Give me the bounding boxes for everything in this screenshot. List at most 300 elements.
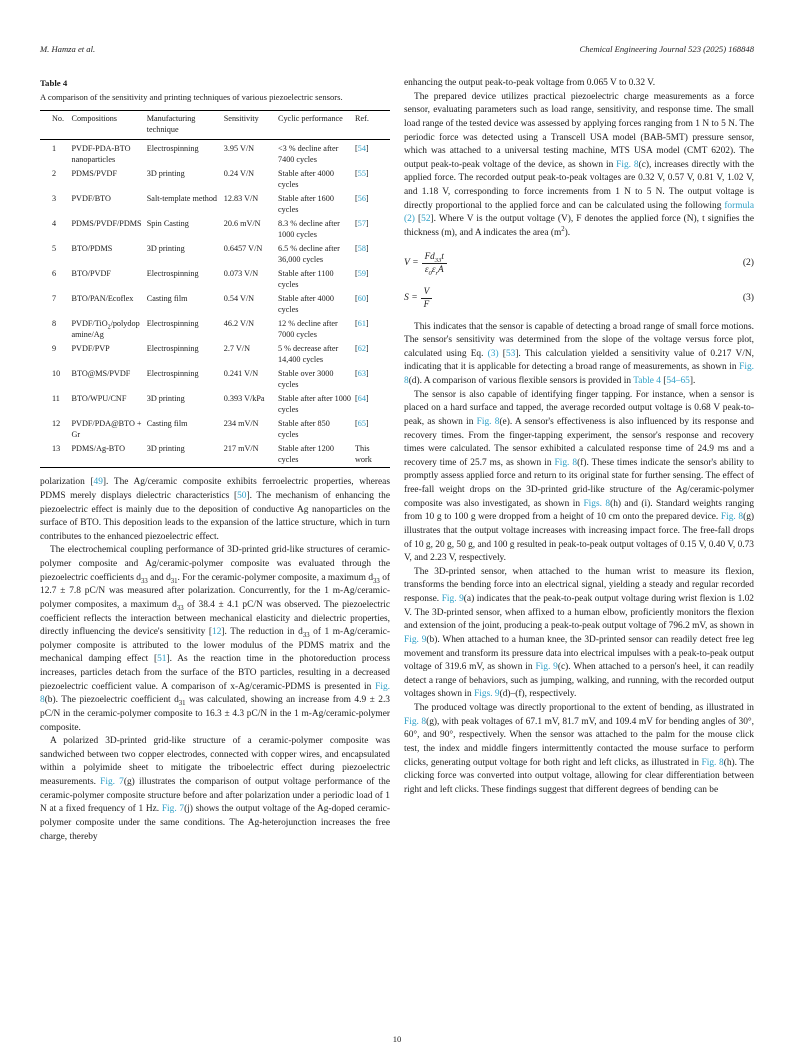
- table-cell-no: [40, 292, 72, 317]
- fraction: [421, 286, 433, 311]
- fig-link[interactable]: Figs. 8: [583, 498, 611, 509]
- text-run: [: [355, 419, 358, 429]
- text-run: Electrospinning: [146, 144, 199, 154]
- cite-link[interactable]: 54: [357, 144, 366, 154]
- text-run: (d)–(f), respectively.: [499, 689, 577, 700]
- text-run: 12: [52, 419, 61, 429]
- text-run: (g), with peak voltages of 67.1 mV, 81.7 mV, and 109.4 mV for bending angles of 30°, 60°, and 90°, respectively. When the sensor was attached to the palm for the mouse click test, the index and middle fingers intermittently contacted the mouse surface to perform clicks, generating output voltage for both right and left clicks, as illustrated in: [404, 716, 754, 768]
- table-cell-no: [40, 342, 72, 367]
- fraction-numerator: [421, 286, 433, 299]
- column-header: Compositions: [72, 111, 147, 140]
- cite-link[interactable]: 52: [421, 214, 431, 225]
- text-run: 3D printing: [146, 444, 185, 454]
- column-header: Sensitivity: [224, 111, 278, 140]
- text-run: 0.6457 V/N: [223, 244, 263, 254]
- fraction-denominator: [424, 299, 430, 311]
- table-cell-cyc: [278, 442, 355, 468]
- subscript: 33: [176, 604, 184, 612]
- table-cell-cyc: [278, 417, 355, 442]
- text-run: ]: [365, 269, 369, 279]
- text-run: 0.54 V/N: [223, 294, 255, 304]
- table-cell-no: [40, 392, 72, 417]
- table-cell-ref: [355, 167, 390, 192]
- table-cell-no: [40, 192, 72, 217]
- text-run: Stable after 1100 cycles: [278, 269, 334, 289]
- text-run: Stable after 1200 cycles: [278, 444, 334, 464]
- text-run: [: [355, 344, 358, 354]
- text-run: (e). A sensor's effectiveness is also influenced by its response and recovery times. From the finger-tapping experiment, the sensor's response and recovery times were calculated. The sensor exhibited a calculated response time of 24.9 ms and a recovery time of 25.7 ms, as shown in: [404, 416, 754, 468]
- text-run: 0.393 V/kPa: [223, 394, 265, 404]
- text-run: F: [423, 299, 430, 309]
- table-cell-sens: [224, 140, 278, 168]
- text-run: BTO/WPU/CNF: [71, 394, 127, 404]
- text-run: t: [441, 250, 444, 261]
- text-run: BTO/PAN/Ecoflex: [71, 294, 134, 304]
- table-row: [40, 392, 390, 417]
- table-cell-ref: [355, 217, 390, 242]
- text-run: Stable after 850 cycles: [278, 419, 330, 439]
- table-cell-comp: [72, 342, 147, 367]
- text-run: [: [355, 169, 358, 179]
- fig-link[interactable]: Fig. 9: [404, 634, 427, 645]
- table-row: [40, 140, 390, 168]
- text-run: ]. The Ag/ceramic composite exhibits ferroelectric properties, whereas PDMS merely displays dielectric characteristics [: [40, 477, 390, 501]
- equation-lhs: [404, 291, 418, 305]
- table-cell-tech: [147, 342, 224, 367]
- text-run: (c), increases directly with the applied force. The recorded output peak-to-peak voltages are 0.32 V, 0.57 V, 0.81 V, 1.02 V, and 1.18 V, corresponding to force increments from 1 N to 5 N. The output voltage is directly proportional to the applied force and can be calculated using the following: [404, 159, 755, 211]
- text-run: (j) shows the output voltage of the Ag-doped ceramic-polymer composite under the same conditions. The Ag-heterojunction increases the free charge, thereby: [40, 804, 390, 842]
- text-run: 3D printing: [146, 394, 185, 404]
- text-run: 3: [52, 194, 57, 204]
- cite-link[interactable]: 65: [357, 419, 366, 429]
- table-cell-ref: [355, 317, 390, 342]
- table-cell-tech: [147, 292, 224, 317]
- table-header-row: [40, 111, 390, 140]
- subscript: 33: [302, 632, 310, 640]
- table-label: Table 4: [40, 78, 68, 88]
- table-cell-tech: [147, 192, 224, 217]
- table-cell-tech: [147, 367, 224, 392]
- text-run: ]. Where V is the output voltage (V), F denotes the applied force (N), t signifies the thickness (m), and A indicates the area (m: [404, 214, 755, 238]
- fig-link[interactable]: Fig. 8: [616, 159, 639, 170]
- text-run: 46.2 V/N: [223, 319, 255, 329]
- cite-link[interactable]: 63: [357, 369, 366, 379]
- text-run: 20.6 mV/N: [223, 219, 261, 229]
- text-run: Stable after 4000 cycles: [278, 169, 334, 189]
- paragraph: [40, 735, 390, 844]
- fig-link[interactable]: Fig. 9: [441, 594, 464, 604]
- table-cell-sens: [224, 367, 278, 392]
- text-run: 0.241 V/N: [223, 369, 259, 379]
- text-run: ]: [365, 194, 369, 204]
- table-cell-tech: [147, 417, 224, 442]
- fig-link[interactable]: Fig. 8: [554, 457, 578, 468]
- text-run: /polydopamine/Ag: [71, 319, 140, 339]
- text-run: PVDF/PDA@BTO + Gr: [71, 419, 142, 439]
- text-run: ]: [365, 319, 369, 329]
- table-cell-tech: [147, 140, 224, 168]
- table-cell-tech: [147, 442, 224, 468]
- text-run: <3 % decline after 7400 cycles: [278, 144, 339, 164]
- text-run: ]: [365, 244, 369, 254]
- paragraph: [404, 77, 754, 91]
- paragraph: [40, 544, 390, 735]
- table-cell-no: [40, 442, 72, 468]
- paragraph: [404, 321, 754, 389]
- text-run: [: [355, 219, 358, 229]
- text-run: ]: [365, 169, 369, 179]
- text-run: ].: [689, 376, 696, 386]
- text-run: 13: [52, 444, 61, 454]
- text-run: (g) illustrates the comparison of output voltage performance of the ceramic-polymer composite structure before and after polarization under a periodic load of 1 N at a fixed frequency of 1 Hz.: [40, 777, 390, 815]
- cite-link[interactable]: 57: [357, 219, 366, 229]
- text-run: 234 mV/N: [223, 419, 259, 429]
- text-run: ε: [424, 264, 429, 274]
- text-run: 217 mV/N: [223, 444, 259, 454]
- cite-link[interactable]: 59: [357, 269, 366, 279]
- text-run: 2: [52, 169, 57, 179]
- table-cell-ref: [355, 267, 390, 292]
- column-header: Manufacturing technique: [147, 111, 224, 140]
- paragraph: [404, 702, 754, 797]
- text-run: ]: [365, 344, 369, 354]
- table-row: [40, 442, 390, 468]
- fig-link[interactable]: Fig. 8: [476, 416, 500, 427]
- text-run: 8: [52, 319, 57, 329]
- table-cell-comp: [72, 140, 147, 168]
- table-row: [40, 217, 390, 242]
- table-row: [40, 317, 390, 342]
- text-run: ε: [431, 264, 436, 274]
- equation-lhs: [404, 256, 419, 270]
- fig-link[interactable]: Fig. 7: [100, 777, 124, 788]
- text-run: The sensor is also capable of identifying finger tapping. For instance, when a sensor is placed on a hard surface and tapped, the average recorded output voltage is 0.68 V peak-to-peak, as shown in: [404, 389, 754, 427]
- cite-link[interactable]: 51: [157, 654, 167, 665]
- table-cell-sens: [224, 192, 278, 217]
- table-cell-comp: [72, 442, 147, 468]
- table-cell-ref: [355, 342, 390, 367]
- fig-link[interactable]: Fig. 9: [535, 662, 558, 673]
- text-run: (f). These times indicate the sensor's ability to promptly assess applied force and return to its original state for further sensing. The effect of free-fall weight drops on the 3D-printed grid-like structure of the Ag/ceramic-polymer composite was also investigated, as shown in: [404, 457, 754, 509]
- fig-link[interactable]: Fig. 8: [404, 362, 754, 386]
- fig-link[interactable]: Fig. 8: [720, 512, 744, 523]
- table-cell-no: [40, 242, 72, 267]
- subscript: 31: [178, 700, 186, 708]
- text-run: 7: [52, 294, 57, 304]
- table-cell-comp: [72, 192, 147, 217]
- text-run: ]: [365, 294, 369, 304]
- table-link[interactable]: Table 4: [633, 376, 661, 386]
- text-run: PDMS/PVDF/PDMS: [71, 219, 142, 229]
- table-cell-sens: [224, 417, 278, 442]
- text-run: PVDF/BTO: [71, 194, 111, 204]
- table-cell-no: [40, 317, 72, 342]
- table-row: [40, 192, 390, 217]
- text-run: ]: [365, 144, 369, 154]
- text-run: ]. As the reaction time in the photoreduction process increases, particles detach from the surface of the BTO particles, resulting in a decreased piezoelectric coefficient value. A comparison of x-Ag/ceramic-PDMS is presented in: [40, 654, 390, 692]
- table-cell-sens: [224, 442, 278, 468]
- text-run: [: [355, 269, 358, 279]
- text-run: ]: [365, 219, 369, 229]
- text-run: enhancing the output peak-to-peak voltage from 0.065 V to 0.32 V.: [404, 78, 656, 88]
- fraction-numerator: [422, 251, 447, 264]
- text-run: (b). The piezoelectric coefficient d: [44, 695, 179, 706]
- table-cell-comp: [72, 217, 147, 242]
- text-run: 3D printing: [146, 169, 185, 179]
- equation: [404, 251, 754, 276]
- text-run: Electrospinning: [146, 344, 199, 354]
- text-run: [: [355, 194, 358, 204]
- text-run: Electrospinning: [146, 269, 199, 279]
- text-run: 3.95 V/N: [223, 144, 255, 154]
- cite-link[interactable]: 61: [357, 319, 366, 329]
- paragraph: [404, 91, 754, 241]
- subscript: r: [435, 269, 439, 277]
- table-cell-comp: [72, 167, 147, 192]
- table-cell-no: [40, 417, 72, 442]
- subscript: 2: [107, 324, 111, 331]
- subscript: 33: [434, 256, 442, 264]
- text-run: (b). When attached to a human knee, the 3D-printed sensor can readily detect free leg movement and transform its pressure data into electrical impulses with a peak-to-peak output voltage of 319.6 mV, as shown in: [404, 634, 754, 673]
- table-cell-cyc: [278, 392, 355, 417]
- text-run: Electrospinning: [146, 369, 199, 379]
- text-run: Fd: [424, 250, 435, 261]
- text-run: 5 % decrease after 14,400 cycles: [278, 344, 339, 364]
- text-run: A polarized 3D-printed grid-like structure of a ceramic-polymer composite was sandwiched between two copper electrodes, connected with copper wires, and encapsulated within a polyimide sheet to mitigate the triboelectric effect during piezoelectric measurements.: [40, 736, 390, 788]
- cite-link[interactable]: 62: [357, 344, 366, 354]
- comparison-table: [40, 110, 390, 468]
- text-run: of 38.4 ± 4.1 pC/N was observed. The piezoelectric coefficient reflects the interaction between mechanical elasticity and dielectric properties, directly influencing the device's sensitivity [: [40, 599, 390, 638]
- text-run: Stable after 1600 cycles: [278, 194, 334, 214]
- text-run: ]. This calculation yielded a sensitivity value of 0.217 V/N, indicating that it is applicable for detecting a broad range of measurements, as shown in: [404, 348, 754, 373]
- text-run: ]: [365, 419, 369, 429]
- table-cell-sens: [224, 392, 278, 417]
- fig-link[interactable]: Fig. 7: [161, 804, 185, 815]
- table-row: [40, 417, 390, 442]
- cite-link[interactable]: 55: [357, 169, 366, 179]
- table-caption: A comparison of the sensitivity and printing techniques of various piezoelectric sensors.: [40, 91, 343, 102]
- text-run: (h) and (i). Standard weights ranging from 10 g to 100 g were dropped from a height of 10 cm onto the prepared device.: [404, 498, 755, 523]
- text-run: PVDF/PVP: [71, 344, 110, 354]
- subscript: 33: [373, 577, 380, 585]
- text-run: 8.3 % decline after 1000 cycles: [278, 219, 340, 239]
- text-run: The electrochemical coupling performance of 3D-printed grid-like structures of ceramic-polymer composite and Ag/ceramic-polymer composite was evaluated through the piezoelectric coefficients d: [40, 545, 390, 583]
- table-cell-ref: [355, 192, 390, 217]
- table-cell-ref: [355, 242, 390, 267]
- table-cell-sens: [224, 242, 278, 267]
- text-run: ]. The mechanism of enhancing the piezoelectric effect is mainly due to the deposition of conductive Ag nanoparticles on the surface of BTO. This deposition leads to the expansion of the lattice structure, which in turn contributes to the enhanced piezoelectric effect.: [40, 490, 391, 542]
- two-column-body: [40, 77, 754, 844]
- text-run: PVDF/TiO: [71, 319, 108, 329]
- column-header: No.: [40, 111, 72, 140]
- equation: [404, 286, 754, 311]
- table-cell-comp: [72, 367, 147, 392]
- text-run: 10: [52, 369, 61, 379]
- cite-link[interactable]: 56: [357, 194, 366, 204]
- right-column: [404, 77, 754, 844]
- cite-link[interactable]: 50: [237, 490, 247, 501]
- text-run: Electrospinning: [146, 319, 199, 329]
- text-run: ).: [564, 227, 571, 238]
- running-header: [40, 44, 754, 54]
- text-run: 12.83 V/N: [223, 194, 259, 204]
- eq-link[interactable]: (3): [487, 348, 499, 359]
- text-run: 5: [52, 244, 57, 254]
- text-run: This work: [355, 444, 372, 464]
- text-run: Stable after 4000 cycles: [278, 294, 334, 314]
- table-body: [40, 140, 390, 468]
- eq-link[interactable]: formula (2): [404, 200, 754, 225]
- table-cell-no: [40, 140, 72, 168]
- table-cell-no: [40, 167, 72, 192]
- table-cell-ref: [355, 442, 390, 468]
- text-run: 9: [52, 344, 57, 354]
- text-run: . For the ceramic-polymer composite, a maximum d: [177, 572, 374, 583]
- text-run: The prepared device utilizes practical piezoelectric charge measurements as a force sensor, evaluating parameters such as load range, sensitivity, and response time. The small load range of the tested device was assessed by applying forces ranging from 1 N to 5 N. The periodic force was detected using a Transcell USA model (BAB-5MT) pressure sensor, which was attached to a universal testing machine, MTS USA model (CMT 6202). The output peak-to-peak voltage of the device, as shown in: [404, 91, 754, 170]
- text-run: [: [660, 376, 667, 386]
- table-cell-comp: [72, 242, 147, 267]
- text-run: [: [414, 214, 422, 225]
- page-number: 10: [392, 1034, 402, 1044]
- text-run: 0.24 V/N: [223, 169, 255, 179]
- text-run: [: [355, 369, 358, 379]
- equation-number: (3): [742, 292, 754, 304]
- text-run: Casting film: [146, 419, 188, 429]
- table-cell-sens: [224, 167, 278, 192]
- subscript: 31: [170, 577, 178, 585]
- fig-link[interactable]: Fig. 8: [701, 757, 724, 768]
- table-cell-sens: [224, 317, 278, 342]
- text-run: 2.7 V/N: [223, 344, 250, 354]
- table-cell-sens: [224, 292, 278, 317]
- table-cell-ref: [355, 392, 390, 417]
- table-cell-cyc: [278, 292, 355, 317]
- cite-link[interactable]: 64: [357, 394, 366, 404]
- subscript: 0: [428, 269, 432, 277]
- text-run: polarization [: [40, 477, 94, 488]
- text-run: ]: [365, 369, 369, 379]
- table-cell-no: [40, 217, 72, 242]
- cite-link[interactable]: 54–65: [666, 376, 690, 386]
- table-cell-comp: [72, 317, 147, 342]
- table-cell-cyc: [278, 267, 355, 292]
- fraction: [422, 251, 447, 276]
- text-run: [: [355, 144, 358, 154]
- text-run: of 1 m-Ag/ceramic-polymer composite is attributed to the lower modulus of the PDMS matrix and the mechanical damping effect [: [40, 627, 390, 665]
- cite-link[interactable]: 12: [212, 627, 222, 638]
- table-cell-cyc: [278, 242, 355, 267]
- text-run: and d: [147, 572, 171, 583]
- table-cell-tech: [147, 317, 224, 342]
- fig-link[interactable]: Fig. 8: [404, 716, 427, 727]
- text-run: (g) illustrates that the output voltage increases with increasing impact force. The free-fall drops of 10 g, 20 g, 50 g, and 100 g resulted in peak-to-peak output voltages of 0.15 V, 0.40 V, 0.73 V, and 2.23 V, respectively.: [404, 512, 755, 564]
- text-run: Spin Casting: [146, 219, 189, 229]
- text-run: This indicates that the sensor is capable of detecting a broad range of small force motions. The sensor's sensitivity was determined from the slope of the voltage versus force plot, calculated using Eq.: [404, 321, 754, 359]
- text-run: BTO@MS/PVDF: [71, 369, 131, 379]
- text-run: [: [355, 244, 358, 254]
- cite-link[interactable]: 49: [93, 477, 103, 488]
- table-cell-ref: [355, 417, 390, 442]
- text-run: ]. The reduction in d: [221, 627, 303, 638]
- text-run: 12 % decline after 7000 cycles: [278, 319, 338, 339]
- table-row: [40, 267, 390, 292]
- text-run: 4: [52, 219, 57, 229]
- text-run: 1: [52, 144, 57, 154]
- superscript: 2: [561, 225, 565, 233]
- equation-number: (2): [742, 257, 754, 269]
- table-cell-ref: [355, 367, 390, 392]
- table-cell-no: [40, 367, 72, 392]
- text-run: The 3D-printed sensor, when attached to the human wrist to measure its flexion, transforms the bending force into an electrical signal, yielding a steady and regular recorded response.: [404, 566, 754, 604]
- journal-running-head: Chemical Engineering Journal 523 (2025) 168848: [579, 44, 754, 54]
- table-cell-cyc: [278, 217, 355, 242]
- text-run: A: [438, 264, 444, 274]
- fig-link[interactable]: Figs. 9: [474, 689, 500, 700]
- paragraph: [404, 566, 754, 702]
- table-row: [40, 167, 390, 192]
- cite-link[interactable]: 60: [357, 294, 366, 304]
- text-run: 0.073 V/N: [223, 269, 259, 279]
- text-run: [: [355, 394, 358, 404]
- text-run: [: [355, 319, 358, 329]
- text-run: (c). When attached to a person's heel, it can readily detect a range of behaviors, such as jumping, walking, and running, with the recorded output voltages shown in: [404, 662, 754, 700]
- text-run: PDMS/PVDF: [71, 169, 118, 179]
- table-cell-cyc: [278, 342, 355, 367]
- table-row: [40, 367, 390, 392]
- cite-link[interactable]: 58: [357, 244, 366, 254]
- table-cell-tech: [147, 267, 224, 292]
- table-cell-sens: [224, 267, 278, 292]
- text-run: 11: [52, 394, 60, 404]
- left-paragraphs: [40, 476, 390, 844]
- table-cell-comp: [72, 292, 147, 317]
- table-cell-cyc: [278, 317, 355, 342]
- text-run: (h). The clicking force was converted into output voltage, allowing for clear differentiation between right and left clicks. These findings suggest that different degrees of bending can be: [404, 757, 755, 795]
- table-cell-tech: [147, 242, 224, 267]
- text-run: The produced voltage was directly proportional to the extent of bending, as illustrated in: [414, 703, 754, 713]
- cite-link[interactable]: 53: [505, 348, 516, 359]
- table-row: [40, 242, 390, 267]
- table-cell-sens: [224, 217, 278, 242]
- text-run: BTO/PDMS: [71, 244, 113, 254]
- text-run: was calculated, showing an increase from 4.9 ± 2.3 pC/N in the ceramic-polymer composite to 16.3 ± 4.3 pC/N in the 1 m-Ag/ceramic-polymer composite.: [40, 695, 390, 733]
- table-cell-tech: [147, 217, 224, 242]
- text-run: (a) indicates that the peak-to-peak output voltage during wrist flexion is 1.02 V. The 3D-printed sensor, when affixed to a human elbow, proficiently monitors the flexion and extension of the joint, producing a peak-to-peak output voltage of 796.2 mV, as shown in: [404, 594, 754, 632]
- text-run: S =: [404, 292, 418, 304]
- text-run: PVDF-PDA-BTO nanoparticles: [71, 144, 131, 164]
- table-row: [40, 292, 390, 317]
- fig-link[interactable]: Fig. 8: [40, 681, 390, 706]
- paragraph: [40, 476, 390, 544]
- text-run: 3D printing: [146, 244, 185, 254]
- text-run: BTO/PVDF: [71, 269, 111, 279]
- text-run: Stable over 3000 cycles: [278, 369, 334, 389]
- text-run: V =: [404, 257, 419, 269]
- text-run: (d). A comparison of various flexible sensors is provided in: [408, 376, 634, 386]
- table-cell-cyc: [278, 167, 355, 192]
- text-run: of 12.7 ± 7.8 pC/N was measured after polarization. Concurrently, for the 1 m-Ag/ceramic-polymer composites, a maximum d: [40, 572, 391, 610]
- text-run: [: [355, 294, 358, 304]
- text-run: [: [498, 348, 506, 359]
- left-column: [40, 77, 390, 844]
- table-row: [40, 342, 390, 367]
- column-header: Ref.: [355, 111, 390, 140]
- text-run: PDMS/Ag-BTO: [71, 444, 126, 454]
- subscript: 33: [140, 577, 148, 585]
- table-cell-no: [40, 267, 72, 292]
- text-run: Casting film: [146, 294, 188, 304]
- text-run: Stable after after 1000 cycles: [278, 394, 351, 414]
